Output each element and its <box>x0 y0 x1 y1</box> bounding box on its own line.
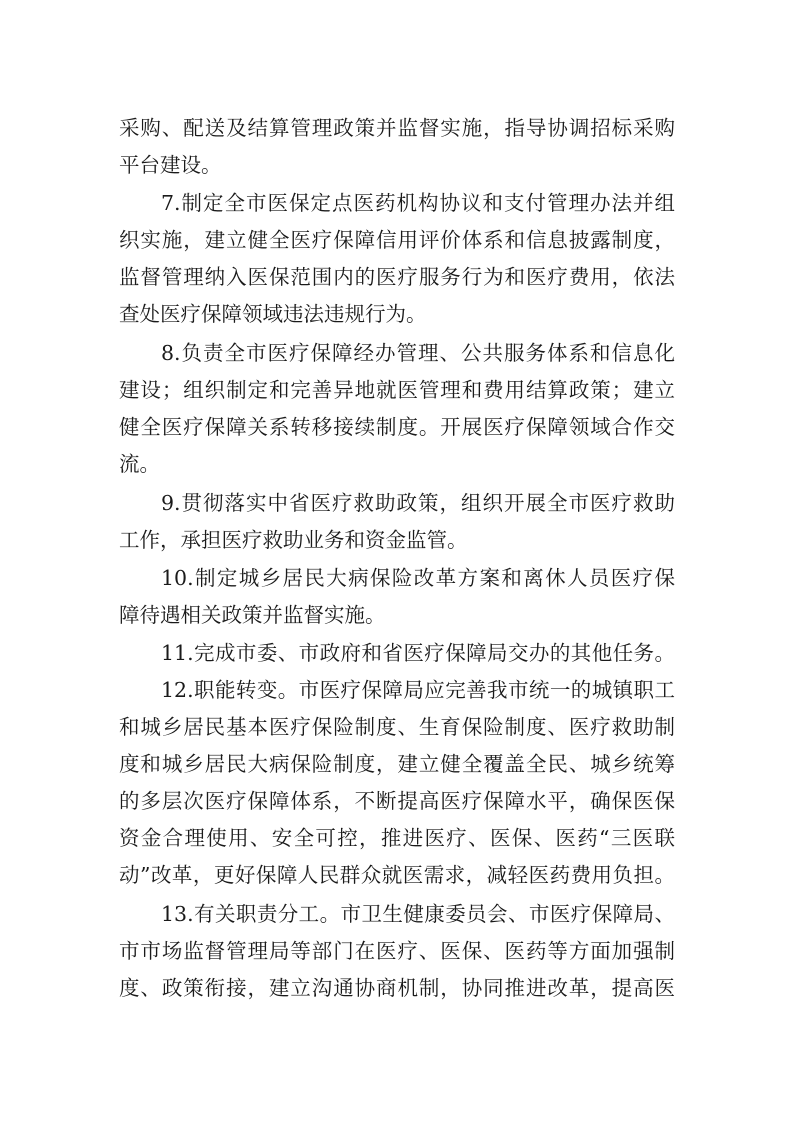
text-line: 建设；组织制定和完善异地就医管理和费用结算政策；建立 <box>119 378 675 402</box>
text-line: 的多层次医疗保障体系，不断提高医疗保障水平，确保医保 <box>119 789 675 813</box>
text-line: 资金合理使用、安全可控，推进医疗、医保、医药“三医联 <box>119 826 675 850</box>
text-line: 平台建设。 <box>119 153 222 177</box>
paragraph-13-first-line: 13.有关职责分工。市卫生健康委员会、市医疗保障局、 <box>161 902 675 926</box>
paragraph-11-first-line: 11.完成市委、市政府和省医疗保障局交办的其他任务。 <box>161 641 675 665</box>
text-line: 和城乡居民基本医疗保险制度、生育保险制度、医疗救助制 <box>119 715 675 739</box>
paragraph-12-first-line: 12.职能转变。市医疗保障局应完善我市统一的城镇职工 <box>161 678 675 702</box>
text-line: 工作，承担医疗救助业务和资金监管。 <box>119 528 468 552</box>
text-line: 度和城乡居民大病保险制度，建立健全覆盖全民、城乡统筹 <box>119 752 675 776</box>
text-line: 查处医疗保障领域违法违规行为。 <box>119 302 427 326</box>
paragraph-10-first-line: 10.制定城乡居民大病保险改革方案和离休人员医疗保 <box>161 566 675 590</box>
text-line: 监督管理纳入医保范围内的医疗服务行为和医疗费用，依法 <box>119 265 675 289</box>
paragraph-8-first-line: 8.负责全市医疗保障经办管理、公共服务体系和信息化 <box>161 341 675 365</box>
paragraph-7-first-line: 7.制定全市医保定点医药机构协议和支付管理办法并组 <box>161 191 675 215</box>
text-line: 障待遇相关政策并监督实施。 <box>119 603 386 627</box>
text-line: 动”改革，更好保障人民群众就医需求，减轻医药费用负担。 <box>119 863 675 887</box>
text-line: 织实施，建立健全医疗保障信用评价体系和信息披露制度， <box>119 228 675 252</box>
text-line: 采购、配送及结算管理政策并监督实施，指导协调招标采购 <box>119 116 675 140</box>
text-line: 市市场监督管理局等部门在医疗、医保、医药等方面加强制 <box>119 939 675 963</box>
text-line: 流。 <box>119 452 160 476</box>
text-line: 健全医疗保障关系转移接续制度。开展医疗保障领域合作交 <box>119 415 675 439</box>
text-line: 度、政策衔接，建立沟通协商机制，协同推进改革，提高医 <box>119 976 675 1000</box>
paragraph-9-first-line: 9.贯彻落实中省医疗救助政策，组织开展全市医疗救助 <box>161 491 675 515</box>
